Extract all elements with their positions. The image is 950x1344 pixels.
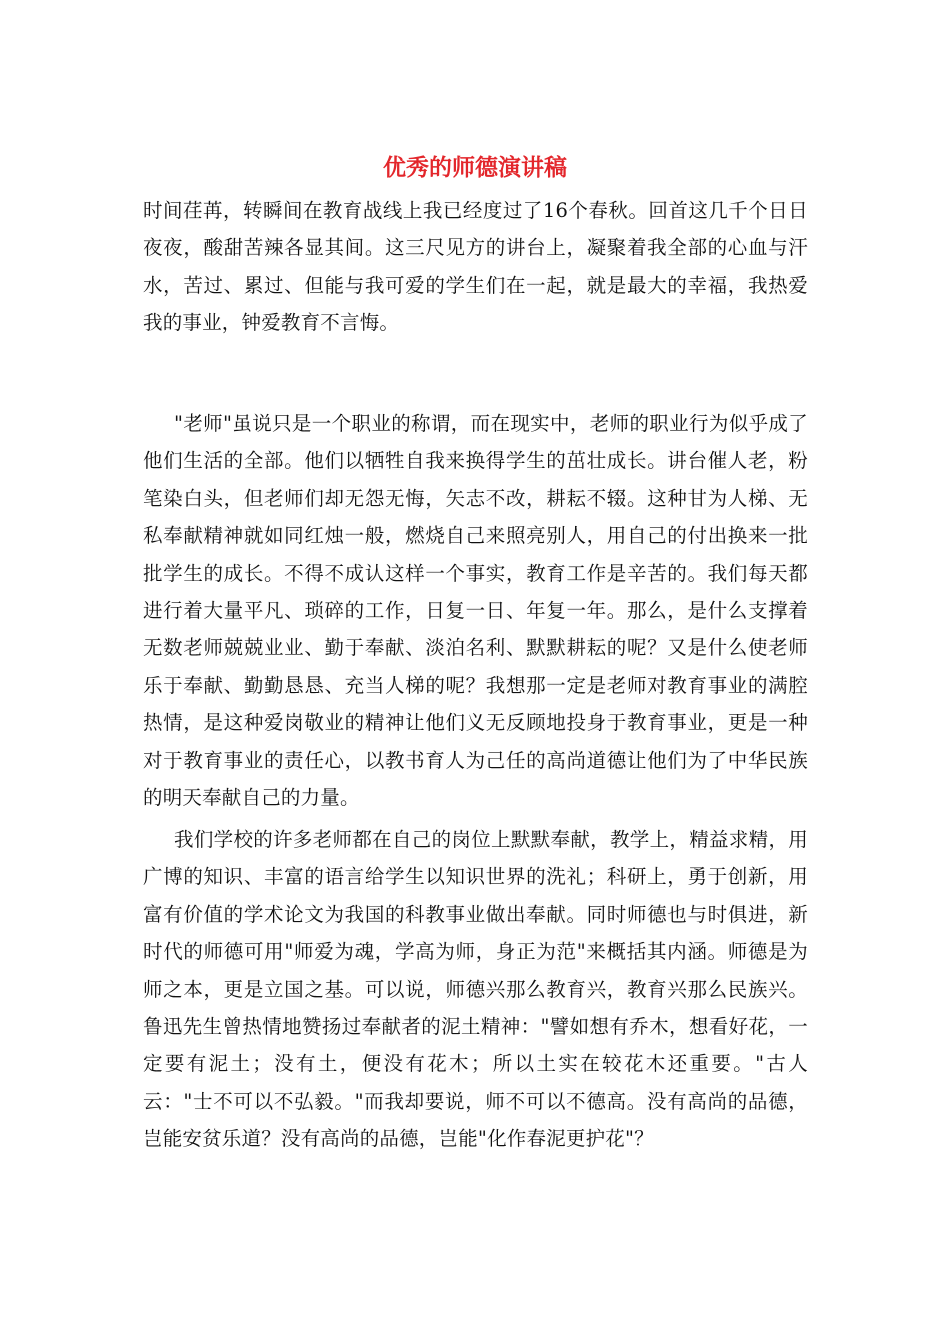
paragraph-1: 时间荏苒，转瞬间在教育战线上我已经度过了16个春秋。回首这几千个日日夜夜，酸甜苦辣各显其间。这三尺见方的讲台上，凝聚着我全部的心血与汗水，苦过、累过、但能与我可爱的学生们在一起，就是最大的幸福，我热爱我的事业，钟爱教育不言悔。	[143, 199, 808, 335]
document-title: 优秀的师德演讲稿	[383, 154, 567, 181]
paragraph-2: "老师"虽说只是一个职业的称谓，而在现实中，老师的职业行为似乎成了他们生活的全部。他们以牺牲自我来换得学生的茁壮成长。讲台催人老，粉笔染白头，但老师们却无怨无悔，矢志不改，耕耘不辍。这种甘为人梯、无私奉献精神就如同红烛一般，燃烧自己来照亮别人，用自己的付出换来一批批学生的成长。不得不成认这样一个事实，教育工作是辛苦的。我们每天都进行着大量平凡、琐碎的工作，日复一日、年复一年。那么，是什么支撑着无数老师兢兢业业、勤于奉献、淡泊名利、默默耕耘的呢？又是什么使老师乐于奉献、勤勤恳恳、充当人梯的呢？我想那一定是老师对教育事业的满腔热情，是这种爱岗敬业的精神让他们义无反顾地投身于教育事业，更是一种对于教育事业的责任心，以教书育人为己任的高尚道德让他们为了中华民族的明天奉献自己的力量。	[143, 412, 808, 810]
paragraph-3: 我们学校的许多老师都在自己的岗位上默默奉献，教学上，精益求精，用广博的知识、丰富的语言给学生以知识世界的洗礼；科研上，勇于创新，用富有价值的学术论文为我国的科教事业做出奉献。同时师德也与时俱进，新时代的师德可用"师爱为魂，学高为师，身正为范"来概括其内涵。师德是为师之本，更是立国之基。可以说，师德兴那么教育兴，教育兴那么民族兴。鲁迅先生曾热情地赞扬过奉献者的泥土精神："譬如想有乔木，想看好花，一定要有泥土；没有土，便没有花木；所以土实在较花木还重要。"古人云："士不可以不弘毅。"而我却要说，师不可以不德高。没有高尚的品德，岂能安贫乐道？没有高尚的品德，岂能"化作春泥更护花"？	[143, 828, 808, 1151]
